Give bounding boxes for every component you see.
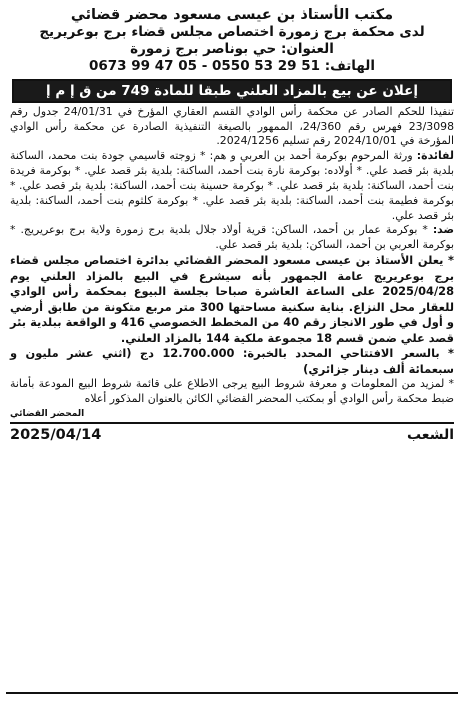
publication-date: 2025/04/14 [10, 426, 102, 443]
defendants-label: ضد: [432, 223, 454, 237]
judgment-reference: تنفيذا للحكم الصادر عن محكمة رأس الوادي القسم العقاري المؤرخ في 24/01/31 جدول رقم 23/3098 فهرس رقم 24/360، الممهور بالصيغة التنفيذية الصادرة عن محكمة رأس الوادي المؤرخة في 2024/10/01 رقم تسليم 2024/1256. [10, 104, 455, 148]
phone-label: الهاتف: [324, 57, 375, 74]
plaintiffs-paragraph [10, 149, 454, 223]
court-jurisdiction: لدى محكمة برج زمورة اختصاص مجلس قضاء برج بوعريريج [39, 24, 425, 41]
plaintiffs-label: لفائدة: [416, 149, 454, 163]
notice-body [10, 105, 454, 407]
signature-row [10, 409, 454, 419]
phone-numbers: 0673 99 47 05 - 0550 53 29 51 [88, 57, 321, 74]
more-information: * لمزيد من المعلومات و معرفة شروط البيع يرجى الاطلاع على قائمة شروط البيع المودعة بأمانة ضبط محكمة رأس الوادي أو بمكتب المحضر القضائي الكائن بالعنوان المذكور أعلاه [10, 377, 454, 405]
defendants-text: * بوكرمة عمار بن أحمد، الساكن: قرية أولاد جلال بلدية برج زمورة ولاية برج بوعريريج. * بوكرمة العربي بن أحمد، الساكن: بلدية بئر قصد علي. [10, 223, 454, 252]
publication-footer [10, 422, 454, 443]
office-address: العنوان: حي بوناصر برج زمورة [130, 41, 334, 57]
office-phone-line [10, 58, 454, 75]
opening-price: * بالسعر الافتتاحي المحدد بالخبرة: 12.700.000 دج (اثني عشر مليون و سبعمائة ألف دينار جزائري) [10, 346, 454, 376]
newspaper-name: الشعب [406, 426, 454, 443]
bottom-divider [6, 692, 458, 702]
defendants-paragraph [10, 223, 454, 253]
notice-header [10, 6, 454, 75]
plaintiffs-text: ورثة المرحوم بوكرمة أحمد بن العربي و هم: * زوجته قاسيمي جودة بنت محمد، الساكنة بلدية بئر قصد علي. * أولاده: بوكرمة نارة بنت أحمد، الساكنة: بلدية بئر قصد علي. * بوكرمة فريدة بنت أحمد، الساكنة: بلدية بئر قصد علي. * بوكرمة حسينة بنت أحمد، الساكنة: بلدية بئر قصد علي. * بوكرمة فطيمة بنت أحمد، الساكنة: بلدية بئر قصد علي. * بوكرمة كلثوم بنت أحمد، الساكنة: بلدية بئر قصد علي. [10, 149, 454, 222]
bailiff-signature: المحضر القضائي [10, 408, 85, 419]
bailiff-office: مكتب الأستاذ بن عيسى مسعود محضر قضائي [70, 7, 394, 23]
auction-announcement-banner: إعلان عن بيع بالمزاد العلني طبقا للمادة 749 من ق إ م إ [12, 79, 452, 103]
auction-notice: * يعلن الأستاذ بن عيسى مسعود المحضر القضائي بدائرة اختصاص مجلس قضاء برج بوعريريج عامة الجمهور بأنه سيشرع في البيع بالمزاد العلني يوم 2025/04/28 على الساعة العاشرة صباحا بجلسة البيوع بمحكمة رأس الوادي للعقار محل النزاع. بناية سكنية مساحتها 300 متر مربع متكونة من طابق أرضي و أول في طور الانجاز رقم 40 من المخطط الخصوصي 416 و الواقعة ببلدية بئر قصد علي ضمن قسم 18 مجموعة ملكية 144 بالمزاد العلني. [10, 253, 454, 345]
